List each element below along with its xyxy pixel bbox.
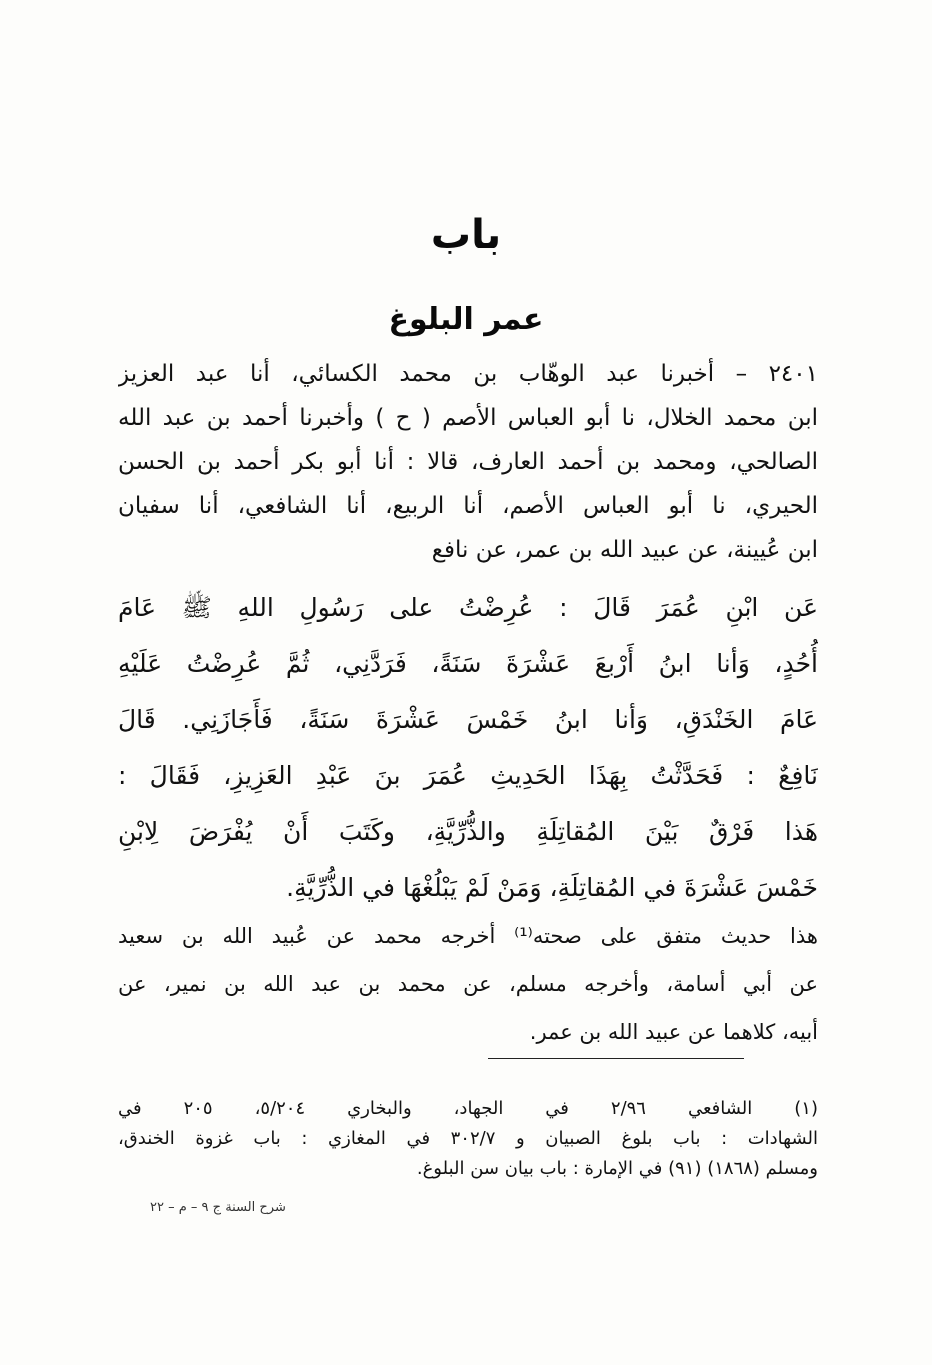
chapter-subtitle: عمر البلوغ	[388, 302, 544, 337]
hadith-line: عَامَ الخَنْدَقِ، وَأنا ابنُ خَمْسَ عَشْرَةَ سَنَةً، فَأَجَازَنِي. قَالَ	[118, 705, 818, 734]
isnad-line: ابن عُيينة، عن عبيد الله بن عمر، عن نافع	[431, 537, 818, 563]
hadith-line: خَمْسَ عَشْرَةَ في المُقاتِلَةِ، وَمَنْ لَمْ يَبْلُغْهَا في الذُّرِّيَّةِ.	[286, 873, 818, 902]
hadith-line: أُحُدٍ، وَأنا ابنُ أَرْبعَ عَشْرَةَ سَنَةً، فَرَدَّنِي، ثُمَّ عُرِضْتُ عَلَيْهِ	[118, 649, 818, 678]
commentary-line: أبيه، كلاهما عن عبيد الله بن عمر.	[529, 1020, 818, 1044]
footnote-line: ومسلم (١٨٦٨) (٩١) في الإمارة : باب بيان سن البلوغ.	[416, 1158, 818, 1179]
isnad-line: الحيري، نا أبو العباس الأصم، أنا الربيع، أنا الشافعي، أنا سفيان	[118, 493, 818, 519]
footnote-line: (١) الشافعي ٢/٩٦ في الجهاد، والبخاري ٥/٢٠٤، ٢٠٥ في	[118, 1098, 818, 1119]
isnad-paragraph	[118, 352, 818, 572]
hadith-line: نَافِعٌ : فَحَدَّثْتُ بِهَذَا الحَدِيثِ عُمَرَ بنَ عَبْدِ العَزِيزِ، فَقَالَ :	[118, 761, 818, 790]
commentary-line: هذا حديث متفق على صحته⁽¹⁾ أخرجه محمد عن عُبيد الله بن سعيد	[118, 924, 818, 948]
page-footer-signature: شرح السنة ج ٩ – م – ٢٢	[150, 1200, 286, 1215]
hadith-line: عَن ابْنِ عُمَرَ قَالَ : عُرِضْتُ على رَسُولِ اللهِ ﷺ عَامَ	[118, 593, 818, 622]
footnote-divider	[488, 1058, 744, 1059]
isnad-line: الصالحي، ومحمد بن أحمد العارف، قالا : أنا أبو بكر أحمد بن الحسن	[118, 449, 818, 475]
footnotes	[118, 1094, 818, 1184]
isnad-line: ابن محمد الخلال، نا أبو العباس الأصم ( ح ) وأخبرنا أحمد بن عبد الله	[118, 405, 818, 431]
footnote-line: الشهادات : باب بلوغ الصبيان و ٣٠٢/٧ في المغازي : باب غزوة الخندق،	[118, 1128, 818, 1149]
isnad-line: ٢٤٠١ – أخبرنا عبد الوهّاب بن محمد الكسائي، أنا عبد العزيز	[118, 361, 818, 387]
commentary-paragraph	[118, 912, 818, 1056]
commentary-line: عن أبي أسامة، وأخرجه مسلم، عن محمد بن عبد الله بن نمير، عن	[118, 972, 818, 996]
chapter-heading: باب	[430, 212, 502, 258]
hadith-line: هَذا فَرْقٌ بَيْنَ المُقاتِلَةِ والذُّرِّيَّةِ، وكَتَبَ أَنْ يُفْرَضَ لِابْنِ	[118, 817, 818, 846]
hadith-text	[118, 580, 818, 916]
